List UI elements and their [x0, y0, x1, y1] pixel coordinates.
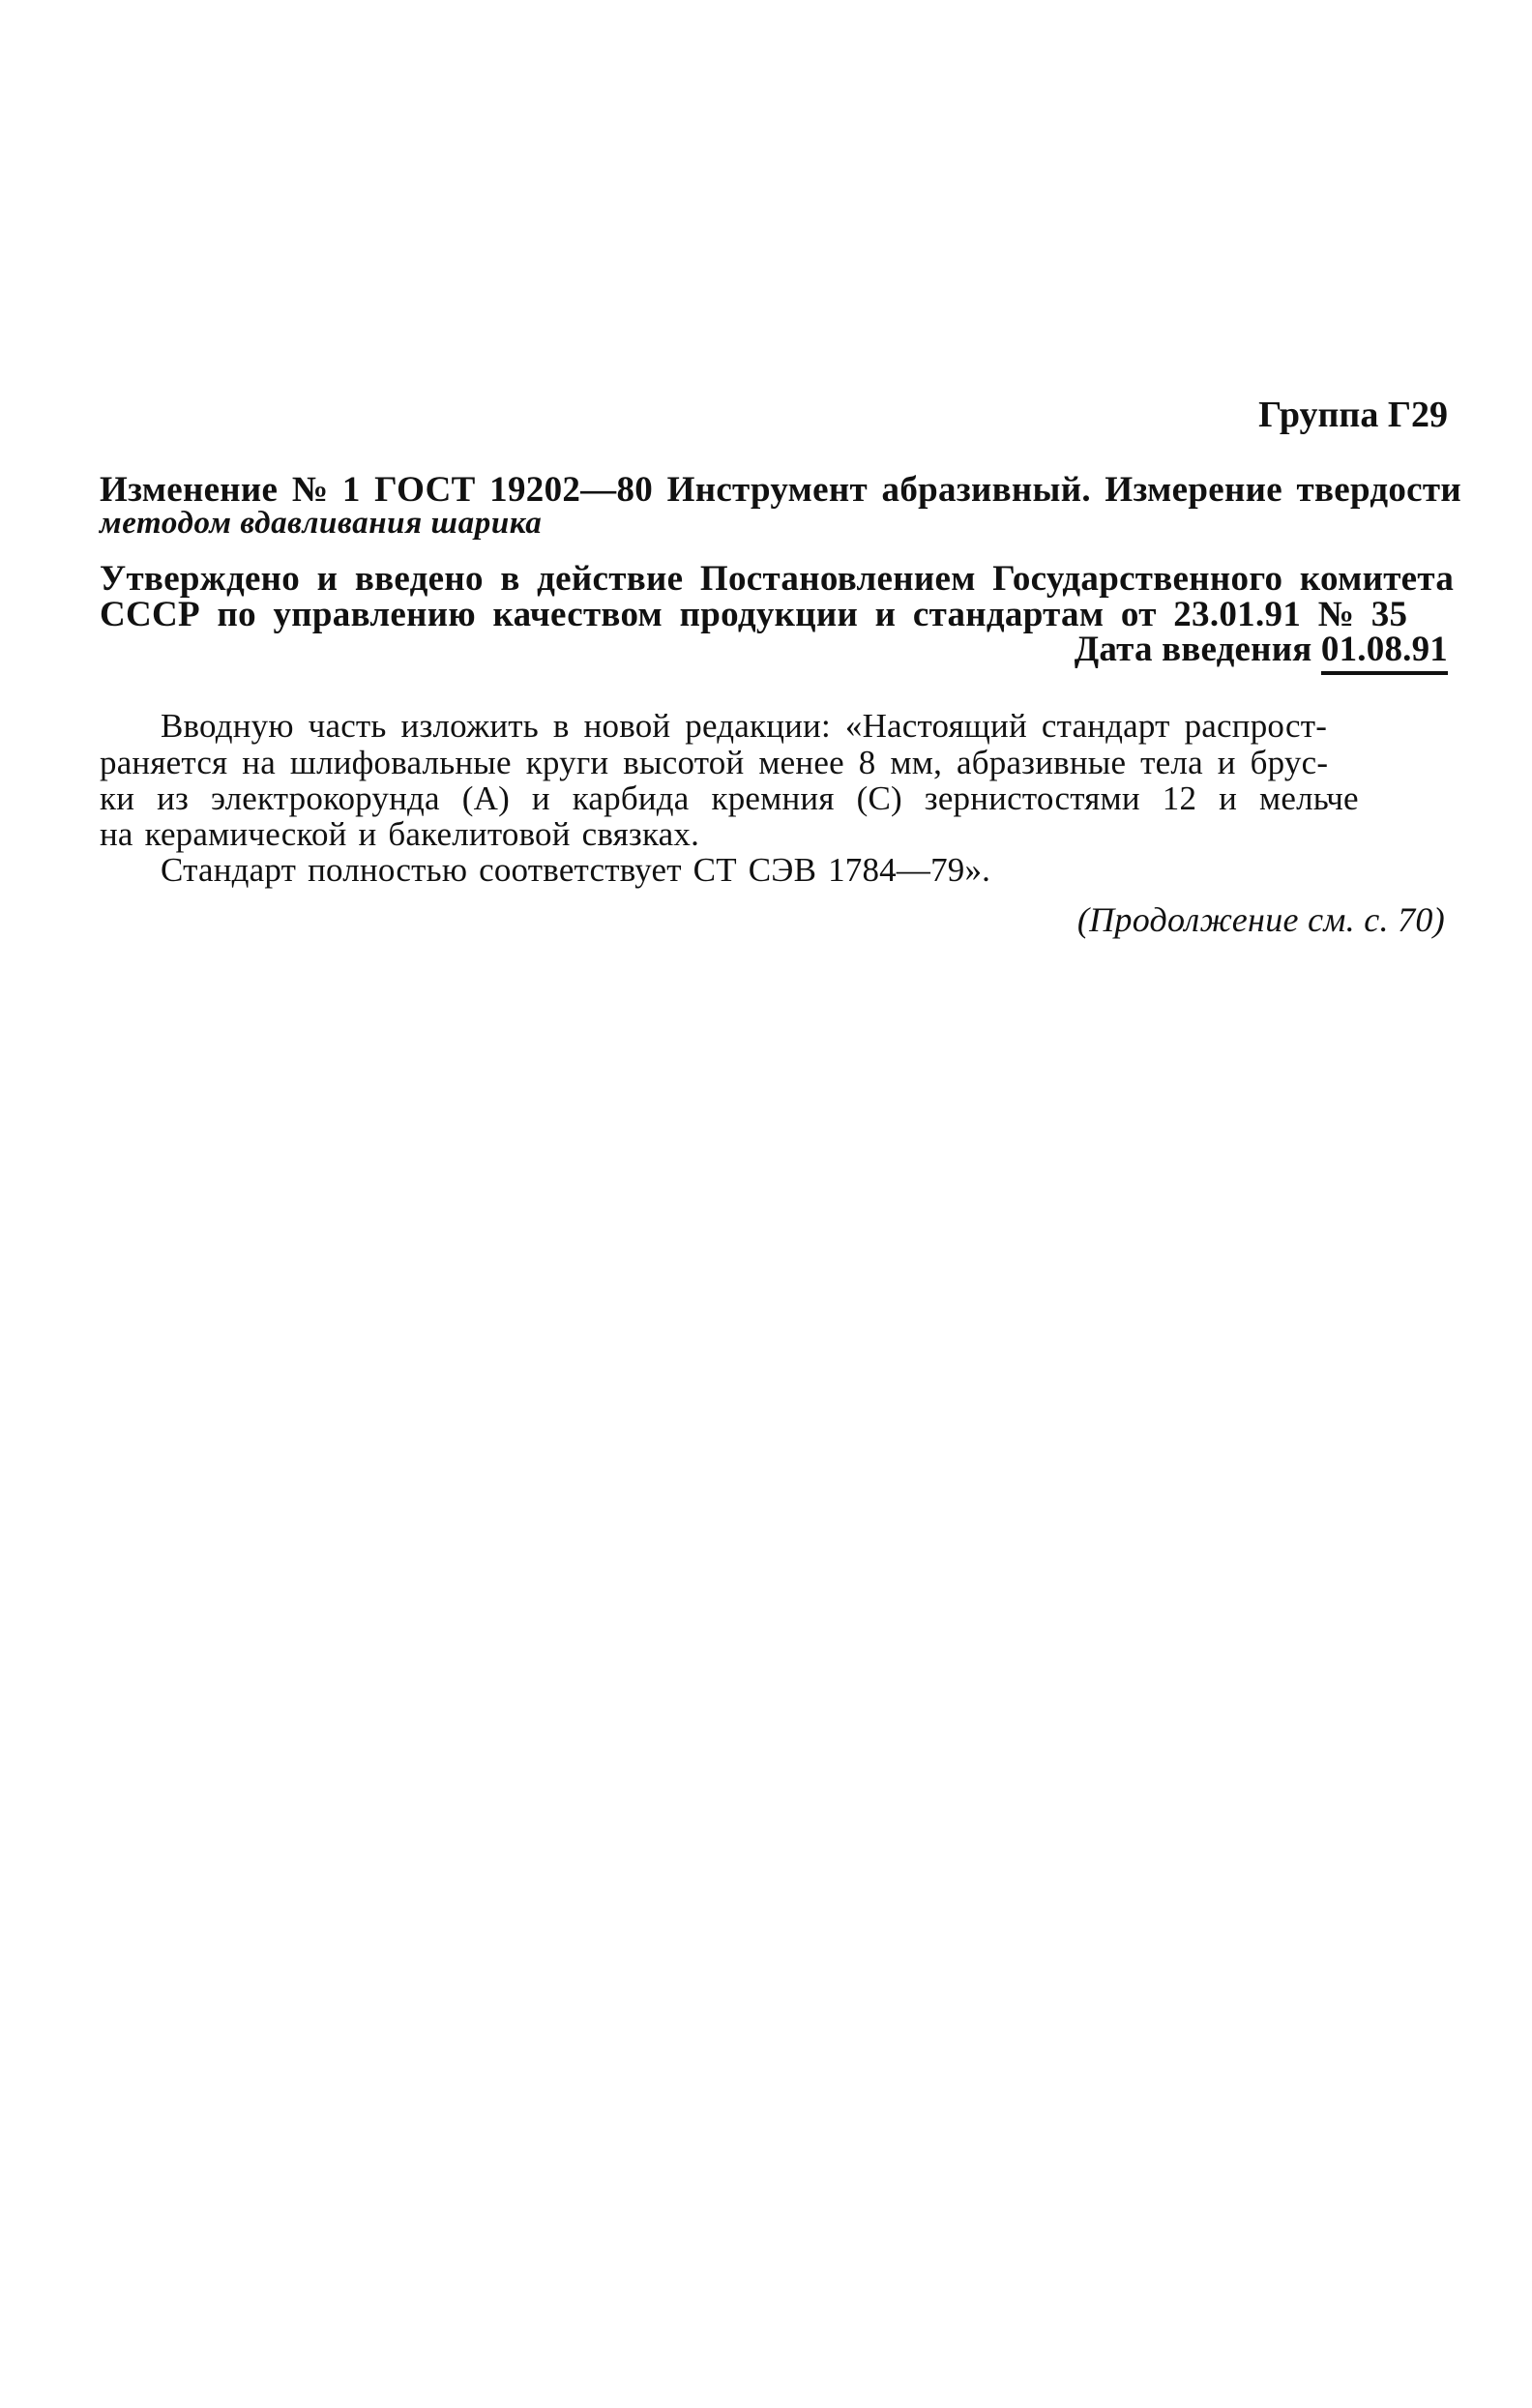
- approval-statement-line-2: СССР по управлению качеством продукции и стандартам от 23.01.91 № 35: [100, 595, 1408, 634]
- group-code: Группа Г29: [1258, 395, 1448, 435]
- introduction-date-label: Дата введения: [1074, 630, 1312, 669]
- paragraph-2: Стандарт полностью соответствует СТ СЭВ 1784—79».: [161, 851, 991, 889]
- introduction-date-value: 01.08.91: [1321, 630, 1448, 675]
- continuation-note: (Продолжение см. с. 70): [1076, 900, 1445, 939]
- paragraph-1-line-4: на керамической и бакелитовой связках.: [100, 815, 700, 853]
- paragraph-1-line-1: Вводную часть изложить в новой редакции: «Настоящий стандарт распрост-: [161, 707, 1328, 745]
- introduction-date: [1075, 631, 1448, 667]
- amendment-title-line-2: методом вдавливания шарика: [100, 506, 543, 541]
- amendment-title-line-1: Изменение № 1 ГОСТ 19202—80 Инструмент абразивный. Измерение твердости: [100, 470, 1461, 510]
- approval-statement-line-1: Утверждено и введено в действие Постановлением Государственного комитета: [100, 559, 1455, 599]
- paragraph-1-line-3: ки из электрокорунда (А) и карбида кремния (С) зернистостями 12 и мельче: [100, 779, 1359, 817]
- paragraph-1-line-2: раняется на шлифовальные круги высотой менее 8 мм, абразивные тела и брус-: [100, 744, 1329, 781]
